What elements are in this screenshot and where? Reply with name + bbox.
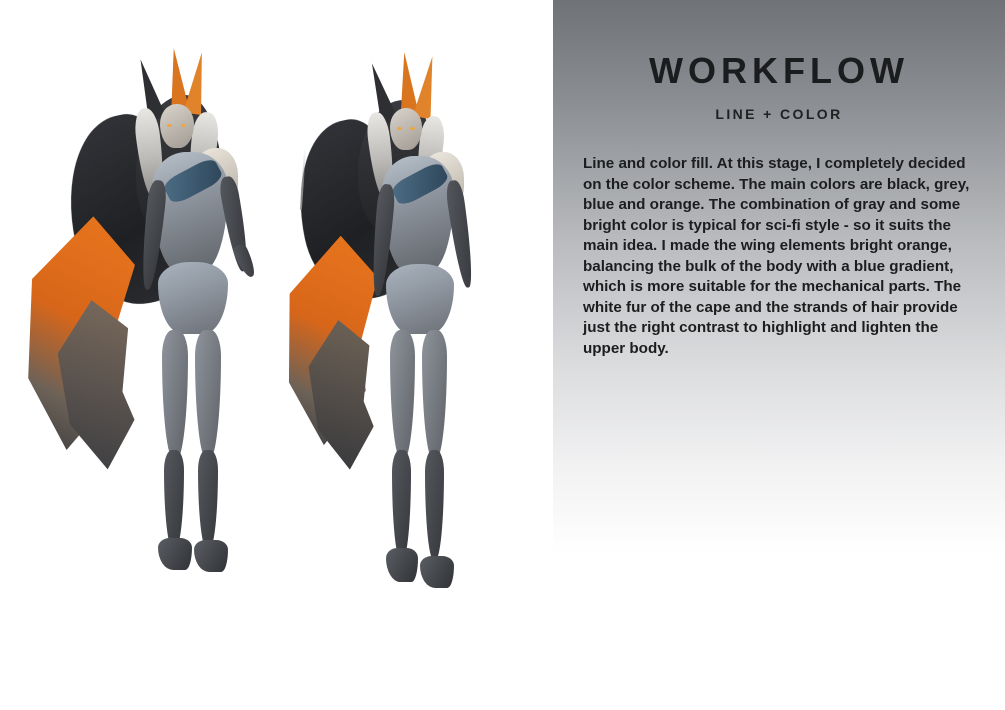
foot-left bbox=[386, 548, 418, 582]
leg-right bbox=[195, 330, 221, 460]
foot-right bbox=[194, 540, 228, 572]
hips bbox=[158, 262, 228, 334]
foot-right bbox=[420, 556, 454, 588]
leg-left bbox=[162, 330, 188, 460]
horn-icon bbox=[183, 51, 210, 115]
eye bbox=[397, 127, 402, 130]
page-title: WORKFLOW bbox=[649, 50, 909, 91]
figure-left bbox=[40, 0, 300, 710]
foot-left bbox=[158, 538, 192, 570]
head bbox=[160, 104, 194, 148]
eye bbox=[410, 127, 415, 130]
body-paragraph: Line and color fill. At this stage, I completely decided on the color scheme. The main colors are black, grey, blue and orange. The combination of gray and some bright color is typical for sci-fi style - so it suits the main idea. I made the wing elements bright orange, balancing the bulk of the body with a blue gradient, which is more suitable for the mechanical parts. The white fur of the cape and the strands of hair provide just the right contrast to highlight and lighten the upper body. bbox=[583, 155, 970, 357]
leg-left bbox=[390, 330, 415, 460]
shin-right bbox=[198, 450, 218, 550]
figure-right bbox=[280, 0, 530, 710]
eye bbox=[167, 124, 172, 127]
shin-right bbox=[425, 450, 444, 560]
shin-left bbox=[392, 450, 411, 560]
leg-right bbox=[422, 330, 447, 460]
eye bbox=[181, 124, 186, 127]
horn-icon bbox=[413, 55, 441, 119]
page-subtitle: LINE + COLOR bbox=[715, 106, 843, 122]
shin-left bbox=[164, 450, 184, 550]
hips bbox=[386, 264, 454, 334]
head bbox=[390, 108, 422, 150]
text-panel bbox=[553, 0, 1005, 710]
